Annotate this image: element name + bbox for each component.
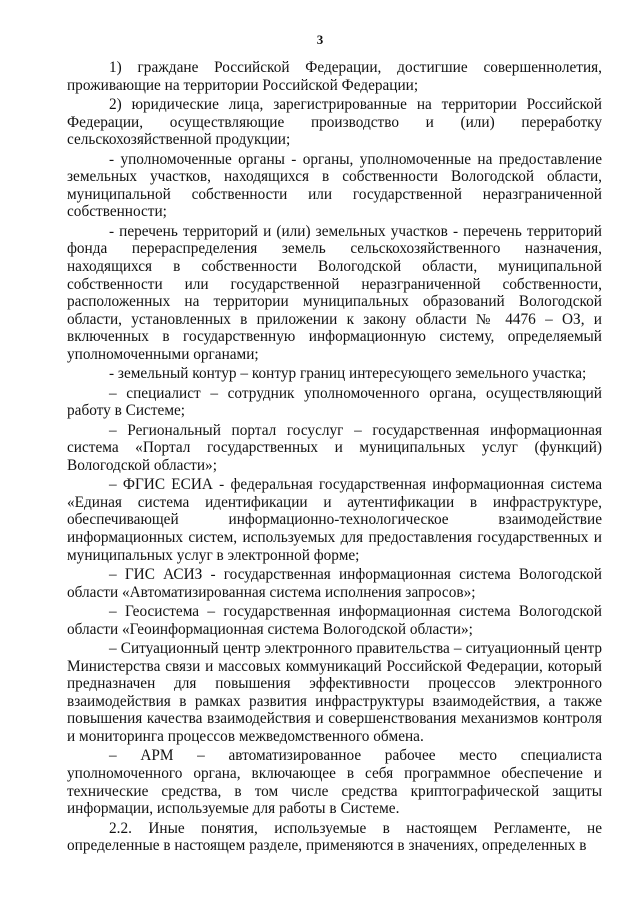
paragraph-arm: – АРМ – автоматизированное рабочее место специалиста уполномоченного органа, включающее в себя программное обеспечение и технические средства, в том числе средства криптографической защиты информации, используемые для работы в Системе. [67,747,602,818]
paragraph-other-terms: 2.2. Иные понятия, используемые в настоящем Регламенте, не определенные в настоящем разделе, применяются в значениях, определенных в [67,819,602,855]
paragraph-geosystem: – Геосистема – государственная информационная система Вологодской области «Геоинформационная система Вологодской области»; [67,602,602,638]
document-body [67,59,602,856]
page-number: 3 [316,32,324,47]
paragraph-authorized-bodies: - уполномоченные органы - органы, уполномоченные на предоставление земельных участков, находящихся в собственности Вологодской области, муниципальной собственности или государственной неразграниченной собственности; [67,150,602,221]
paragraph-situation-center: – Ситуационный центр электронного правительства – ситуационный центр Министерства связи и массовых коммуникаций Российской Федерации, который предназначен для повышения эффективности процессов электронного взаимодействия в рамках развития инфраструктуры взаимодействия, а также повышения качества взаимодействия и совершенствования механизмов контроля и мониторинга процессов межведомственного обмена. [67,639,602,745]
paragraph-territory-list: - перечень территорий и (или) земельных участков - перечень территорий фонда перераспределения земель сельскохозяйственного назначения, находящихся в собственности Вологодской области, муниципальной собственности или государственной неразграниченной собственности, расположенных на территории муниципальных образований Вологодской области, установленных в приложении к закону области № 4476 – ОЗ, и включенных в государственную информационную систему, определяемый уполномоченными органами; [67,222,602,363]
paragraph-fgis-esia: – ФГИС ЕСИА - федеральная государственная информационная система «Единая система идентификации и аутентификации в инфраструктуре, обеспечивающей информационно-технологическое взаимодействие информационных систем, используемых для предоставления государственных и муниципальных услуг в электронной форме; [67,476,602,564]
paragraph-land-contour: - земельный контур – контур границ интересующего земельного участка; [109,365,587,383]
paragraph-gis-asiz: – ГИС АСИЗ - государственная информационная система Вологодской области «Автоматизированная система исполнения запросов»; [67,566,602,601]
paragraph-specialist: – специалист – сотрудник уполномоченного органа, осуществляющий работу в Системе; [67,384,602,420]
paragraph-legal-entities: 2) юридические лица, зарегистрированные на территории Российской Федерации, осуществляющие производство и (или) переработку сельскохозяйственной продукции; [67,95,602,149]
paragraph-citizens: 1) граждане Российской Федерации, достигшие совершеннолетия, проживающие на территории Российской Федерации; [67,59,602,94]
paragraph-regional-portal: – Региональный портал госуслуг – государственная информационная система «Портал государственных и муниципальных услуг (функций) Вологодской области»; [67,421,602,474]
